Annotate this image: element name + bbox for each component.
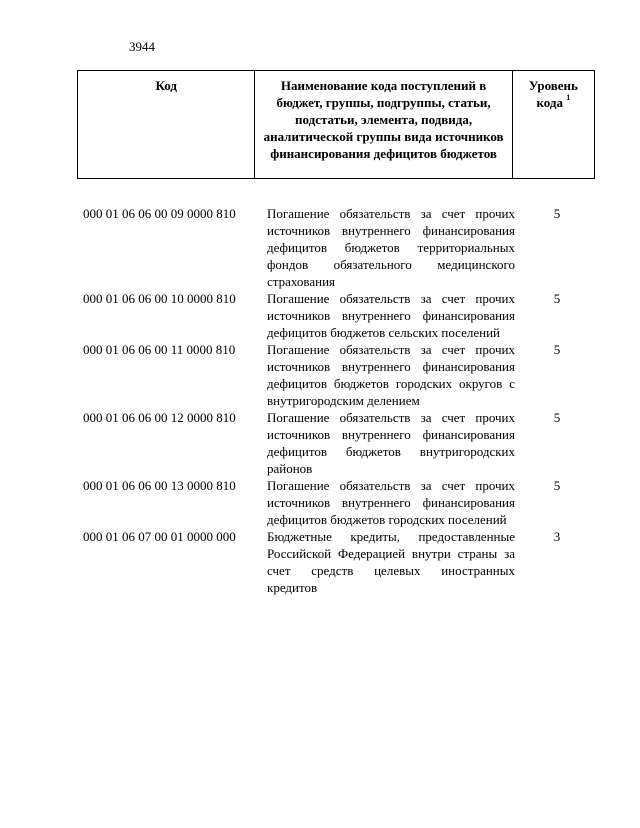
row-level: 5 (553, 206, 561, 221)
row-code: 000 01 06 06 00 12 0000 810 (83, 410, 236, 425)
table-row (77, 477, 595, 528)
row-name: Погашение обязательств за счет прочих источников внутреннего финансирования дефицитов бюджетов внутригородских районов (267, 410, 515, 476)
row-level: 5 (553, 410, 561, 425)
table-row (77, 528, 595, 596)
header-name: Наименование кода поступлений в бюджет, группы, подгруппы, статьи, подстатьи, элемента, подвида, аналитической группы вида источников финансирования дефицитов бюджетов (255, 71, 512, 179)
row-code: 000 01 06 06 00 09 0000 810 (83, 206, 236, 221)
header-level-label: Уровень кода (528, 78, 578, 110)
table-row (77, 341, 595, 409)
row-level: 3 (553, 529, 561, 544)
table-row (77, 409, 595, 477)
table-header (77, 70, 595, 179)
row-name: Погашение обязательств за счет прочих источников внутреннего финансирования дефицитов бюджетов сельских поселений (267, 291, 515, 340)
row-code: 000 01 06 07 00 01 0000 000 (83, 529, 236, 544)
header-code: Код (78, 71, 255, 179)
row-name: Бюджетные кредиты, предоставленные Российской Федерацией внутри страны за счет средств целевых иностранных кредитов (267, 529, 515, 595)
page-number: 3944 (129, 39, 155, 54)
row-level: 5 (553, 291, 561, 306)
row-level: 5 (553, 478, 561, 493)
table-body (77, 205, 595, 596)
row-code: 000 01 06 06 00 10 0000 810 (83, 291, 236, 306)
row-name: Погашение обязательств за счет прочих источников внутреннего финансирования дефицитов бюджетов городских поселений (267, 478, 515, 527)
row-level: 5 (553, 342, 561, 357)
table-row (77, 290, 595, 341)
header-level-footnote: 1 (566, 92, 571, 102)
row-code: 000 01 06 06 00 11 0000 810 (83, 342, 236, 357)
row-name: Погашение обязательств за счет прочих источников внутреннего финансирования дефицитов бюджетов территориальных фондов обязательного медицинского страхования (267, 206, 515, 289)
header-level (512, 71, 594, 179)
table-row (77, 205, 595, 290)
row-name: Погашение обязательств за счет прочих источников внутреннего финансирования дефицитов бюджетов городских округов с внутригородским делением (267, 342, 515, 408)
row-code: 000 01 06 06 00 13 0000 810 (83, 478, 236, 493)
